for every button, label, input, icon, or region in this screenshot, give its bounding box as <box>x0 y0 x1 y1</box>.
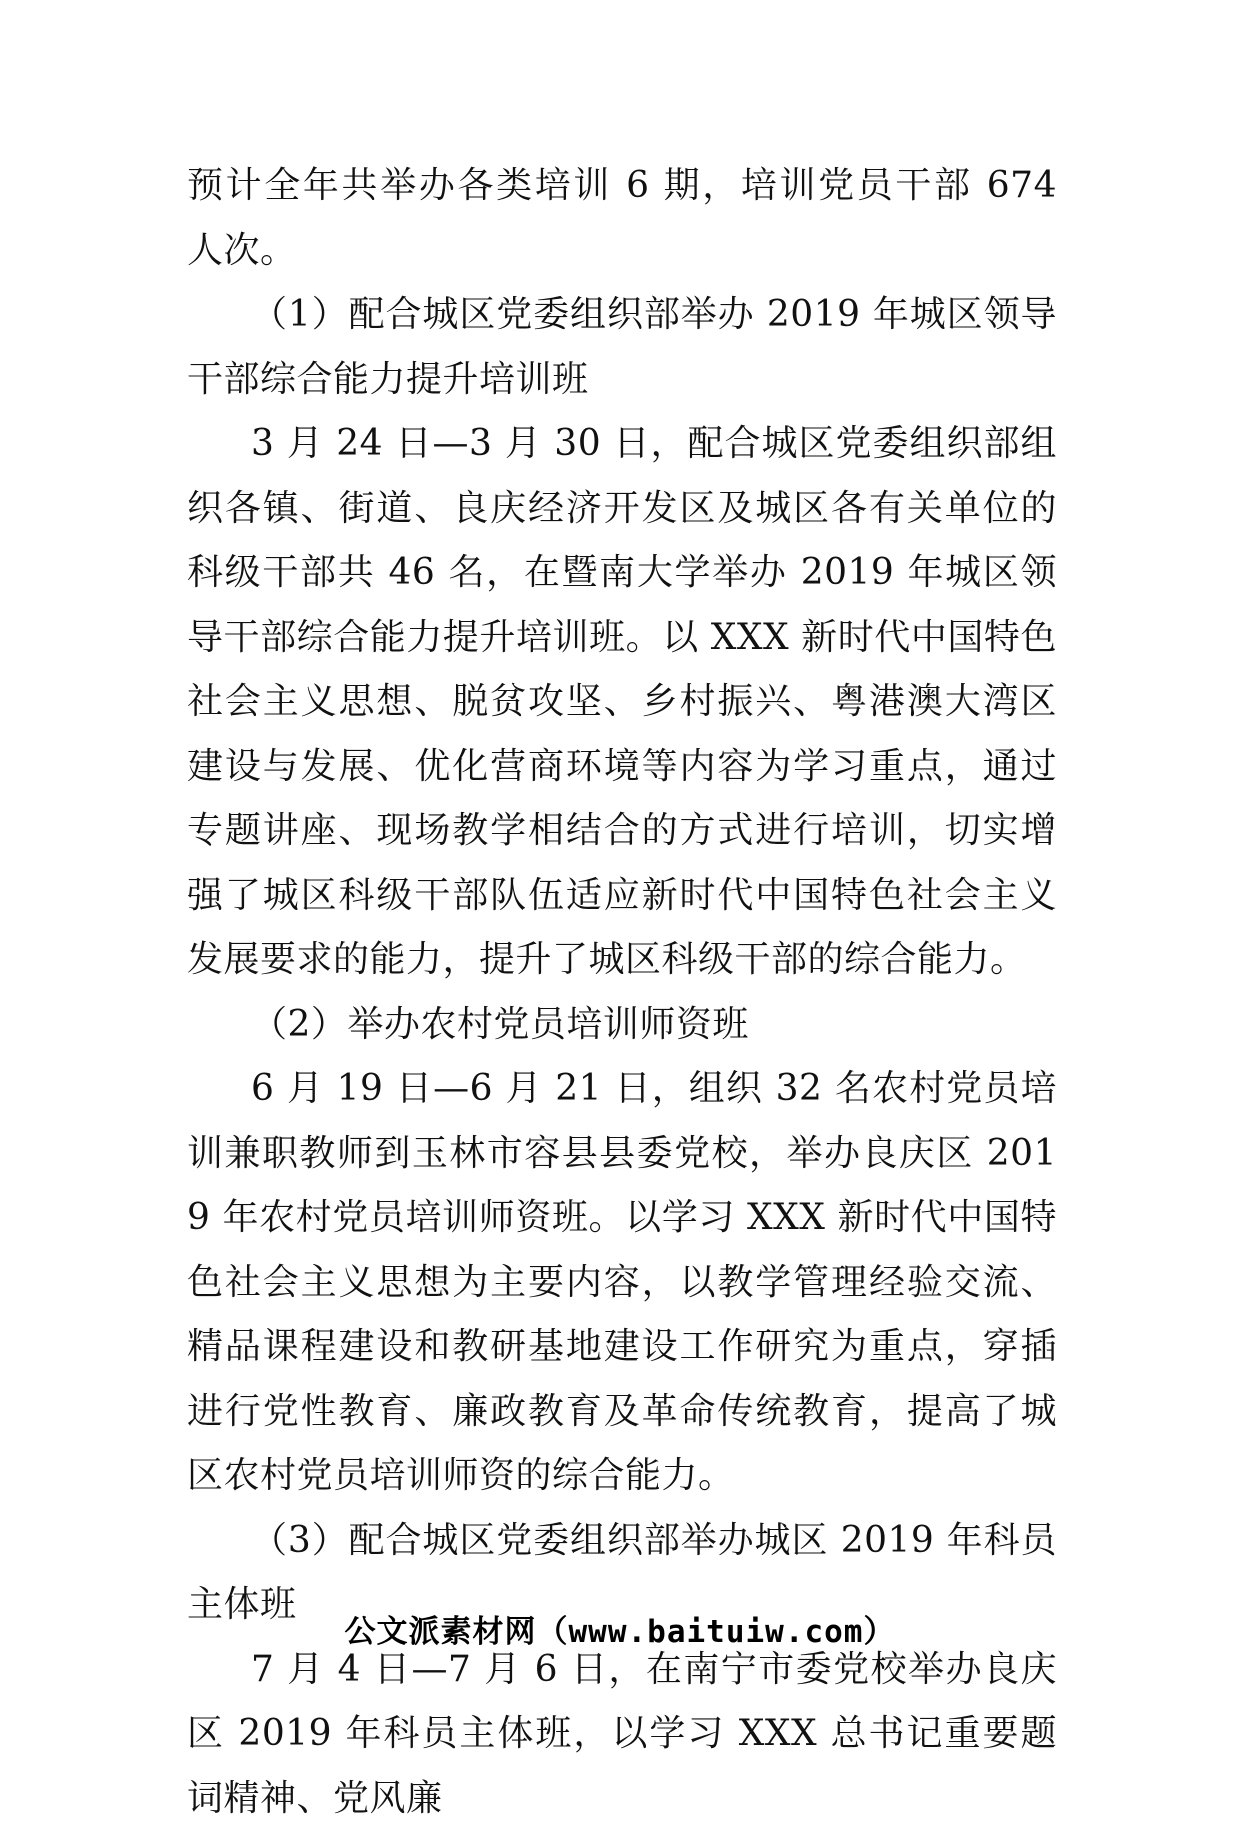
paragraph-section-2: 6 月 19 日—6 月 21 日，组织 32 名农村党员培训兼职教师到玉林市容县县委党校，举办良庆区 2019 年农村党员培训师资班。以学习 XXX 新时代中国特色社会主义思想为主要内容，以教学管理经验交流、精品课程建设和教研基地建设工作研究为重点，穿插进行党性教育、廉政教育及革命传统教育，提高了城区农村党员培训师资的综合能力。 <box>187 1057 1057 1509</box>
footer-site-name: 公文派素材网 <box>345 1614 537 1650</box>
document-body <box>187 154 1057 1831</box>
section-heading-1: （1）配合城区党委组织部举办 2019 年城区领导干部综合能力提升培训班 <box>187 283 1057 412</box>
paragraph-summary: 预计全年共举办各类培训 6 期，培训党员干部 674 人次。 <box>187 154 1057 283</box>
section-heading-3: （3）配合城区党委组织部举办城区 2019 年科员主体班 <box>187 1509 1057 1638</box>
paragraph-section-1: 3 月 24 日—3 月 30 日，配合城区党委组织部组织各镇、街道、良庆经济开发区及城区各有关单位的科级干部共 46 名，在暨南大学举办 2019 年城区领导干部综合能力提升培训班。以 XXX 新时代中国特色社会主义思想、脱贫攻坚、乡村振兴、粤港澳大湾区建设与发展、优化营商环境等内容为学习重点，通过专题讲座、现场教学相结合的方式进行培训，切实增强了城区科级干部队伍适应新时代中国特色社会主义发展要求的能力，提升了城区科级干部的综合能力。 <box>187 412 1057 993</box>
section-heading-2: （2）举办农村党员培训师资班 <box>187 993 1057 1058</box>
page-footer <box>0 1606 1240 1651</box>
footer-url[interactable]: （www.baituiw.com） <box>537 1614 896 1650</box>
paragraph-section-3: 7 月 4 日—7 月 6 日，在南宁市委党校举办良庆区 2019 年科员主体班，以学习 XXX 总书记重要题词精神、党风廉 <box>187 1638 1057 1831</box>
